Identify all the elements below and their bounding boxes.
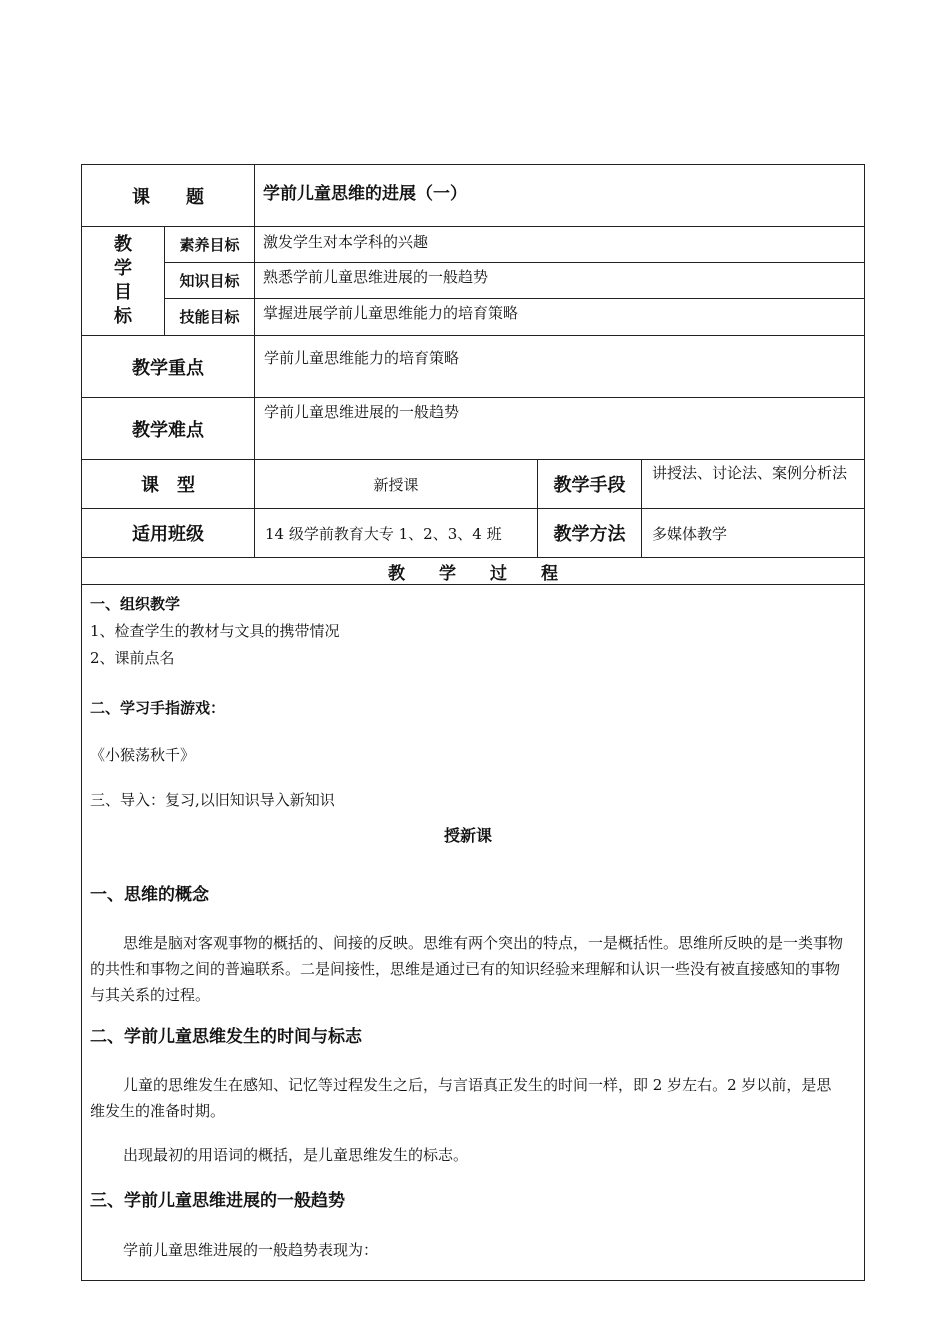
- game-name: 《小猴荡秋千》: [90, 746, 196, 764]
- difficulty-row: [82, 398, 864, 460]
- teaching-means-value: 讲授法、讨论法、案例分析法: [641, 460, 864, 508]
- lesson-plan-table: [81, 164, 865, 1281]
- goals-label-char: 教: [114, 234, 132, 255]
- paragraph: 思维是脑对客观事物的概括的、间接的反映。思维有两个突出的特点，一是概括性。思维所反映的是一类事物的共性和事物之间的普遍联系。二是间接性，思维是通过已有的知识经验来理解和认识一些没有被直接感知的事物与其关系的过程。: [90, 934, 844, 1004]
- difficulty-value: 学前儿童思维进展的一般趋势: [254, 398, 864, 459]
- goals-row: [82, 227, 864, 336]
- classes-row: [82, 509, 864, 558]
- goal-name: 技能目标: [179, 308, 240, 326]
- goals-label: [82, 227, 164, 335]
- course-type-row: [82, 460, 864, 509]
- course-type-value: 新授课: [254, 460, 537, 508]
- section-heading: 一、组织教学: [90, 595, 181, 613]
- teaching-method-label: 教学方法: [537, 509, 641, 557]
- topic-row: [82, 165, 864, 227]
- course-type-label: 课 型: [141, 475, 195, 496]
- goal-name: 知识目标: [179, 271, 240, 290]
- list-item: 1、检查学生的教材与文具的携带情况: [90, 622, 340, 640]
- paragraph: 出现最初的用语词的概括，是儿童思维发生的标志。: [123, 1146, 469, 1164]
- goal-value: 激发学生对本学科的兴趣: [254, 227, 864, 262]
- classes-value: 14 级学前教育大专 1、2、3、4 班: [254, 509, 537, 557]
- process-content: [82, 585, 864, 1280]
- goals-items: [164, 227, 864, 335]
- difficulty-label: 教学难点: [132, 419, 204, 441]
- paragraph: 学前儿童思维进展的一般趋势表现为：: [123, 1241, 379, 1259]
- topic-value: 学前儿童思维的进展（一）: [254, 165, 864, 226]
- goals-label-char: 标: [114, 306, 132, 327]
- section-heading: 二、学前儿童思维发生的时间与标志: [90, 1027, 362, 1047]
- goals-label-char: 目: [114, 282, 132, 303]
- process-title-row: [82, 558, 864, 585]
- section-heading: 二、学习手指游戏：: [90, 699, 226, 717]
- paragraph: 儿童的思维发生在感知、记忆等过程发生之后，与言语真正发生的时间一样，即 2 岁左右。2 岁以前，是思维发生的准备时期。: [90, 1076, 832, 1120]
- teaching-means-label: 教学手段: [537, 460, 641, 508]
- key-point-value: 学前儿童思维能力的培育策略: [254, 336, 864, 397]
- list-item: 2、课前点名: [90, 649, 175, 667]
- section-heading: 一、思维的概念: [90, 885, 209, 905]
- intro-text: 三、导入：复习,以旧知识导入新知识: [90, 791, 335, 809]
- goal-item: [165, 298, 864, 335]
- key-point-label: 教学重点: [132, 357, 204, 379]
- goal-value: 熟悉学前儿童思维进展的一般趋势: [254, 262, 864, 298]
- key-point-row: [82, 336, 864, 398]
- goal-value: 掌握进展学前儿童思维能力的培育策略: [254, 298, 864, 335]
- goal-name: 素养目标: [179, 236, 240, 254]
- section-heading: 三、学前儿童思维进展的一般趋势: [90, 1191, 345, 1211]
- topic-label: 课 题: [132, 186, 204, 208]
- new-lesson-heading: 授新课: [443, 826, 492, 845]
- goal-item: [165, 227, 864, 263]
- teaching-method-value: 多媒体教学: [641, 509, 864, 557]
- goal-item: [165, 262, 864, 299]
- process-title: 教 学 过 程: [388, 563, 558, 584]
- classes-label: 适用班级: [132, 524, 204, 545]
- goals-label-char: 学: [114, 258, 132, 279]
